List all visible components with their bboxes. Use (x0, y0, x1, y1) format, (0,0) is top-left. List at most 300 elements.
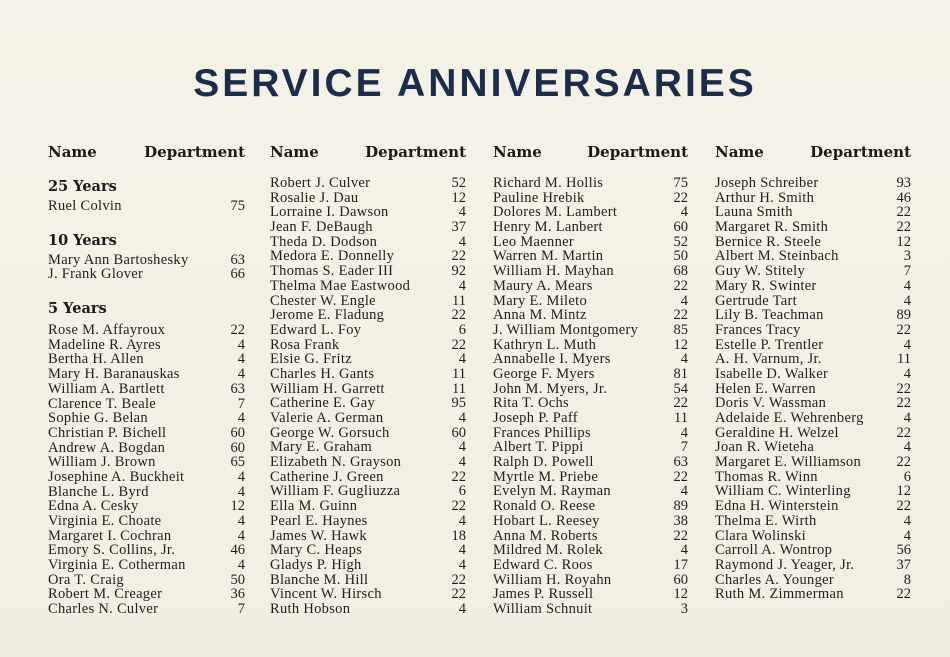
department-number: 4 (458, 454, 466, 471)
list-item (715, 308, 911, 323)
department-number: 4 (680, 351, 688, 368)
employee-name: Gertrude Tart (715, 292, 797, 309)
department-number: 52 (451, 175, 466, 191)
list-item (715, 205, 911, 220)
employee-name: Hobart L. Reesey (493, 512, 600, 529)
list-item (493, 294, 688, 309)
department-number: 18 (451, 527, 466, 544)
list-item (493, 455, 688, 470)
department-number: 3 (903, 248, 911, 265)
department-number: 22 (896, 321, 911, 338)
list-item (715, 470, 911, 485)
list-item (493, 308, 688, 323)
department-number: 12 (673, 586, 688, 603)
list-item (715, 382, 911, 397)
list-item (48, 323, 245, 338)
department-number: 4 (680, 483, 688, 500)
department-number: 56 (896, 542, 911, 559)
department-number: 50 (230, 571, 245, 588)
employee-name: Isabelle D. Walker (715, 365, 829, 382)
department-number: 4 (237, 336, 245, 353)
column-header (270, 143, 466, 165)
department-number: 4 (458, 351, 466, 368)
employee-name: Bertha H. Allen (48, 351, 144, 368)
list-item (48, 573, 245, 588)
list-item (715, 279, 911, 294)
employee-name: William H. Royahn (493, 571, 612, 588)
employee-name: James W. Hawk (270, 527, 367, 544)
list-item (48, 426, 245, 441)
employee-name: Rosalie J. Dau (270, 189, 359, 206)
list-item (715, 220, 911, 235)
column-3 (493, 143, 688, 617)
department-number: 22 (896, 586, 911, 603)
list-item (715, 455, 911, 470)
list-item (48, 499, 245, 514)
department-number: 4 (237, 557, 245, 574)
department-number: 11 (452, 365, 466, 382)
list-item (493, 543, 688, 558)
list-item (715, 396, 911, 411)
department-header: Department (365, 143, 466, 161)
employee-name: J. William Montgomery (493, 321, 639, 338)
list-item (493, 411, 688, 426)
department-number: 4 (680, 542, 688, 559)
department-number: 3 (680, 600, 688, 617)
list-item (270, 352, 466, 367)
list-item (715, 514, 911, 529)
employee-name: Ruth Hobson (270, 600, 351, 617)
department-number: 22 (896, 424, 911, 441)
employee-name: Mary H. Baranauskas (48, 366, 180, 383)
employee-name: Estelle P. Trentler (715, 336, 824, 353)
column-header (715, 143, 911, 165)
department-number: 7 (903, 263, 911, 280)
list-item (715, 323, 911, 338)
name-header: Name (270, 143, 319, 161)
list-item (48, 587, 245, 602)
department-number: 85 (673, 321, 688, 338)
list-item (715, 411, 911, 426)
list-item (493, 587, 688, 602)
list-item (493, 470, 688, 485)
list-item (270, 514, 466, 529)
department-number: 4 (237, 527, 245, 544)
list-item (493, 220, 688, 235)
department-number: 66 (230, 266, 245, 283)
employee-name: Frances Phillips (493, 424, 591, 441)
department-number: 4 (458, 439, 466, 456)
list-item (493, 235, 688, 250)
list-item (270, 426, 466, 441)
employee-name: Virginia E. Cotherman (48, 557, 186, 574)
employee-name: Maury A. Mears (493, 277, 593, 294)
column-1 (48, 143, 245, 617)
column-1-rows (48, 178, 245, 617)
department-number: 22 (451, 307, 466, 324)
list-item (270, 279, 466, 294)
list-item (270, 411, 466, 426)
list-item (715, 294, 911, 309)
employee-name: Mary Ann Bartoshesky (48, 251, 189, 268)
department-number: 4 (458, 556, 466, 573)
list-item (270, 499, 466, 514)
list-item (270, 205, 466, 220)
list-item (715, 499, 911, 514)
list-item (715, 543, 911, 558)
employee-name: George F. Myers (493, 365, 595, 382)
department-number: 63 (673, 454, 688, 471)
list-item (270, 455, 466, 470)
column-header (493, 143, 688, 165)
list-item (715, 529, 911, 544)
department-number: 68 (673, 263, 688, 280)
employee-name: Richard M. Hollis (493, 175, 604, 191)
department-number: 38 (673, 512, 688, 529)
department-number: 46 (230, 542, 245, 559)
department-number: 75 (673, 175, 688, 191)
department-number: 63 (230, 380, 245, 397)
employee-name: Rosa Frank (270, 336, 340, 353)
department-number: 37 (896, 556, 911, 573)
list-item (493, 573, 688, 588)
list-item (493, 529, 688, 544)
department-number: 8 (903, 571, 911, 588)
list-item (715, 367, 911, 382)
list-item (715, 191, 911, 206)
employee-name: Christian P. Bichell (48, 424, 167, 441)
department-number: 7 (237, 395, 245, 412)
department-number: 81 (673, 365, 688, 382)
list-item (270, 543, 466, 558)
list-item (493, 382, 688, 397)
department-number: 22 (230, 322, 245, 339)
list-item (493, 323, 688, 338)
employee-name: Clara Wolinski (715, 527, 806, 544)
employee-name: Pauline Hrebik (493, 189, 585, 206)
department-number: 22 (673, 468, 688, 485)
list-item (715, 558, 911, 573)
employee-name: Dolores M. Lambert (493, 204, 618, 221)
employee-name: Mary R. Swinter (715, 277, 817, 294)
department-number: 4 (458, 512, 466, 529)
department-number: 4 (903, 292, 911, 309)
list-item (270, 191, 466, 206)
list-item (48, 441, 245, 456)
employee-name: George W. Gorsuch (270, 424, 390, 441)
list-item (493, 352, 688, 367)
list-item (270, 382, 466, 397)
department-number: 4 (903, 277, 911, 294)
employee-name: Catherine J. Green (270, 468, 384, 485)
list-item (715, 249, 911, 264)
list-item (270, 484, 466, 499)
list-item (48, 199, 245, 214)
department-number: 93 (896, 175, 911, 191)
department-number: 60 (230, 424, 245, 441)
employee-name: Sophie G. Belan (48, 410, 148, 427)
employee-name: William F. Gugliuzza (270, 483, 401, 500)
department-number: 92 (451, 263, 466, 280)
employee-name: Evelyn M. Rayman (493, 483, 611, 500)
column-2 (270, 143, 466, 617)
list-item (48, 367, 245, 382)
department-number: 12 (896, 483, 911, 500)
department-number: 36 (230, 586, 245, 603)
department-number: 4 (903, 527, 911, 544)
list-item (493, 396, 688, 411)
page-title: SERVICE ANNIVERSARIES (193, 62, 757, 105)
department-number: 22 (673, 527, 688, 544)
list-item (493, 264, 688, 279)
department-number: 4 (237, 366, 245, 383)
employee-name: William A. Bartlett (48, 380, 165, 397)
list-item (715, 426, 911, 441)
employee-name: Arthur H. Smith (715, 189, 815, 206)
employee-name: Medora E. Donnelly (270, 248, 395, 265)
employee-name: Edna H. Winterstein (715, 498, 839, 515)
employee-name: Clarence T. Beale (48, 395, 157, 412)
list-item (493, 484, 688, 499)
employee-name: Robert J. Culver (270, 175, 371, 191)
department-number: 6 (458, 321, 466, 338)
department-number: 22 (451, 336, 466, 353)
list-item (715, 440, 911, 455)
employee-name: Joan R. Wieteha (715, 439, 815, 456)
employee-name: Blanche L. Byrd (48, 483, 149, 500)
employee-name: James P. Russell (493, 586, 594, 603)
employee-name: Joseph Schreiber (715, 175, 819, 191)
department-number: 60 (451, 424, 466, 441)
list-item (715, 587, 911, 602)
list-item (493, 602, 688, 617)
department-number: 22 (896, 498, 911, 515)
list-item (48, 529, 245, 544)
list-item (270, 602, 466, 617)
department-number: 22 (896, 454, 911, 471)
department-number: 12 (896, 233, 911, 250)
column-3-rows (493, 176, 688, 617)
employee-name: Albert T. Pippi (493, 439, 584, 456)
list-item (270, 338, 466, 353)
employee-name: Lorraine I. Dawson (270, 204, 389, 221)
employee-name: Thomas S. Eader III (270, 263, 394, 280)
department-number: 22 (451, 586, 466, 603)
department-number: 4 (237, 483, 245, 500)
department-number: 4 (458, 542, 466, 559)
employee-name: Chester W. Engle (270, 292, 376, 309)
department-number: 89 (896, 307, 911, 324)
department-number: 4 (903, 410, 911, 426)
list-item (715, 352, 911, 367)
list-item (715, 235, 911, 250)
department-number: 4 (680, 204, 688, 221)
group-heading: 5 Years (48, 300, 107, 318)
department-number: 63 (230, 251, 245, 268)
employee-name: Leo Maenner (493, 233, 574, 250)
employee-name: Jean F. DeBaugh (270, 219, 373, 236)
department-number: 4 (903, 439, 911, 456)
employee-name: Theda D. Dodson (270, 233, 378, 250)
list-item (715, 573, 911, 588)
employee-name: Ralph D. Powell (493, 454, 594, 471)
department-number: 4 (680, 424, 688, 441)
list-item (48, 558, 245, 573)
employee-name: John M. Myers, Jr. (493, 380, 608, 397)
employee-name: Raymond J. Yeager, Jr. (715, 556, 855, 573)
department-number: 4 (903, 365, 911, 382)
list-item (270, 573, 466, 588)
department-number: 12 (451, 189, 466, 206)
department-number: 89 (673, 498, 688, 515)
employee-name: Anna M. Mintz (493, 307, 587, 324)
department-number: 52 (673, 233, 688, 250)
department-number: 22 (673, 307, 688, 324)
employee-name: Virginia E. Choate (48, 513, 162, 529)
department-number: 54 (673, 380, 688, 397)
employee-name: Joseph P. Paff (493, 410, 578, 426)
employee-name: Anna M. Roberts (493, 527, 598, 544)
employee-name: Frances Tracy (715, 321, 801, 338)
list-item (493, 558, 688, 573)
list-item (270, 529, 466, 544)
column-4 (715, 143, 911, 602)
employee-name: Bernice R. Steele (715, 233, 822, 250)
department-number: 4 (237, 410, 245, 427)
list-item (270, 264, 466, 279)
list-item (48, 253, 245, 268)
column-4-rows (715, 176, 911, 602)
employee-name: Margaret I. Cochran (48, 527, 172, 544)
list-item (270, 235, 466, 250)
name-header: Name (493, 143, 542, 161)
employee-name: Ruel Colvin (48, 198, 122, 214)
list-item (493, 440, 688, 455)
list-item (270, 323, 466, 338)
list-item (493, 205, 688, 220)
list-item (493, 499, 688, 514)
employee-name: Carroll A. Wontrop (715, 542, 833, 559)
employee-name: Doris V. Wassman (715, 395, 827, 412)
department-number: 4 (458, 600, 466, 617)
employee-name: Henry M. Lanbert (493, 219, 603, 236)
employee-name: Valerie A. German (270, 410, 384, 426)
name-header: Name (48, 143, 97, 161)
list-item (48, 411, 245, 426)
list-item (715, 264, 911, 279)
list-item (270, 367, 466, 382)
department-number: 4 (458, 204, 466, 221)
department-number: 11 (452, 292, 466, 309)
list-item (493, 191, 688, 206)
list-item (48, 602, 245, 617)
employee-name: Edna A. Cesky (48, 498, 139, 515)
employee-name: Ronald O. Reese (493, 498, 596, 515)
list-item (270, 308, 466, 323)
department-number: 4 (237, 513, 245, 529)
department-number: 22 (451, 571, 466, 588)
list-item (48, 485, 245, 500)
department-number: 4 (458, 277, 466, 294)
department-number: 46 (896, 189, 911, 206)
list-item (48, 338, 245, 353)
list-item (48, 514, 245, 529)
list-item (270, 294, 466, 309)
employee-name: Elsie G. Fritz (270, 351, 352, 368)
department-number: 11 (674, 410, 688, 426)
department-number: 75 (230, 198, 245, 214)
department-number: 22 (673, 395, 688, 412)
department-number: 22 (673, 277, 688, 294)
employee-name: Guy W. Stitely (715, 263, 806, 280)
employee-name: Kathryn L. Muth (493, 336, 597, 353)
department-number: 7 (237, 601, 245, 618)
employee-name: Adelaide E. Wehrenberg (715, 410, 864, 426)
employee-name: Pearl E. Haynes (270, 512, 368, 529)
employee-name: Myrtle M. Priebe (493, 468, 599, 485)
list-item (48, 455, 245, 470)
department-number: 6 (458, 483, 466, 500)
department-number: 4 (237, 351, 245, 368)
list-item (493, 249, 688, 264)
employee-name: Edward C. Roos (493, 556, 593, 573)
employee-name: Charles H. Gants (270, 365, 375, 382)
department-number: 4 (458, 233, 466, 250)
department-number: 12 (230, 498, 245, 515)
employee-name: William C. Winterling (715, 483, 851, 500)
department-number: 7 (680, 439, 688, 456)
list-item (270, 470, 466, 485)
group-heading: 10 Years (48, 231, 117, 249)
department-number: 22 (673, 189, 688, 206)
employee-name: Mary E. Mileto (493, 292, 588, 309)
department-number: 4 (458, 410, 466, 426)
employee-name: Elizabeth N. Grayson (270, 454, 402, 471)
employee-name: Vincent W. Hirsch (270, 586, 382, 603)
employee-name: Annabelle I. Myers (493, 351, 611, 368)
employee-name: Ruth M. Zimmerman (715, 586, 844, 603)
list-item (48, 382, 245, 397)
employee-name: Blanche M. Hill (270, 571, 369, 588)
list-item (270, 249, 466, 264)
employee-name: Gladys P. High (270, 556, 362, 573)
list-item (493, 279, 688, 294)
employee-name: Warren M. Martin (493, 248, 604, 265)
employee-name: Robert M. Creager (48, 586, 163, 603)
employee-name: J. Frank Glover (48, 266, 144, 283)
list-item (48, 470, 245, 485)
employee-name: Andrew A. Bogdan (48, 439, 166, 456)
employee-name: A. H. Varnum, Jr. (715, 351, 822, 368)
list-item (270, 396, 466, 411)
group-heading: 25 Years (48, 178, 117, 195)
list-item (715, 338, 911, 353)
column-2-rows (270, 176, 466, 617)
employee-name: Mary E. Graham (270, 439, 373, 456)
list-item (270, 176, 466, 191)
employee-name: Emory S. Collins, Jr. (48, 542, 176, 559)
department-number: 22 (451, 498, 466, 515)
employee-name: Albert M. Steinbach (715, 248, 839, 265)
department-number: 22 (896, 219, 911, 236)
employee-name: Rose M. Affayroux (48, 322, 166, 339)
department-header: Department (587, 143, 688, 161)
employee-name: Rita T. Ochs (493, 395, 569, 412)
employee-name: Charles N. Culver (48, 601, 159, 618)
department-number: 65 (230, 454, 245, 471)
department-number: 4 (903, 336, 911, 353)
employee-name: Launa Smith (715, 204, 793, 221)
